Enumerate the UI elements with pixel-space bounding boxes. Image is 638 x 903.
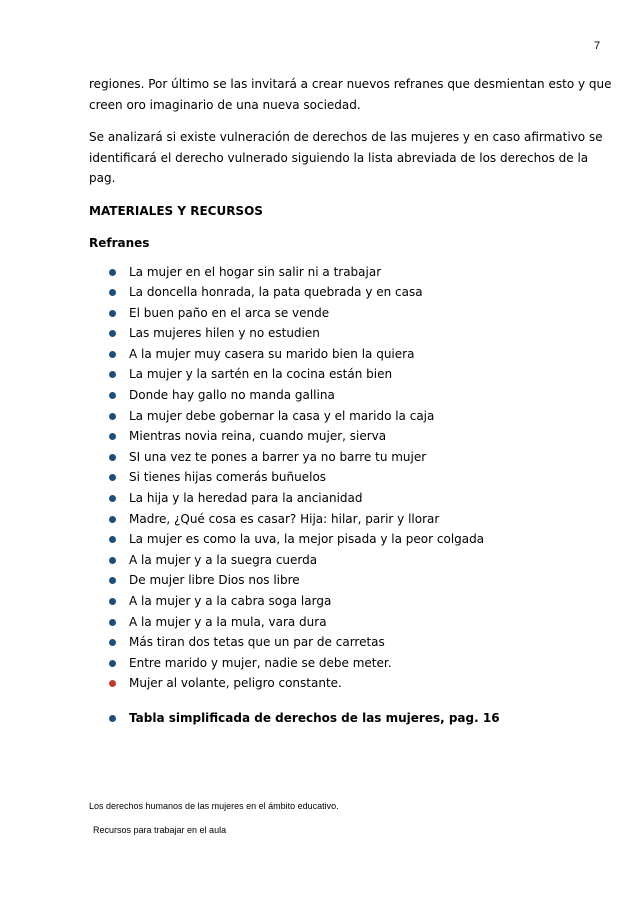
bullet-icon (109, 660, 116, 667)
list-item (109, 426, 614, 447)
bullet-icon (109, 330, 116, 337)
list-item (109, 570, 614, 591)
refran-text: De mujer libre Dios nos libre (129, 573, 300, 588)
document-body (89, 74, 614, 728)
bullet-icon (109, 536, 116, 543)
footer-line-1: Los derechos humanos de las mujeres en el ámbito educativo. (89, 801, 339, 811)
list-item (109, 467, 614, 488)
bullet-icon (109, 577, 116, 584)
bullet-icon (109, 392, 116, 399)
bullet-icon (109, 639, 116, 646)
bullet-icon (109, 557, 116, 564)
list-item (109, 509, 614, 530)
list-item (109, 550, 614, 571)
refran-text: Madre, ¿Qué cosa es casar? Hija: hilar, parir y llorar (129, 511, 440, 526)
refran-text: Más tiran dos tetas que un par de carretas (129, 635, 385, 650)
bullet-icon (109, 516, 116, 523)
refran-text: La mujer debe gobernar la casa y el marido la caja (129, 408, 435, 423)
bullet-icon (109, 433, 116, 440)
list-item (109, 612, 614, 633)
refranes-list (89, 262, 614, 694)
bullet-icon (109, 454, 116, 461)
refran-text: La mujer en el hogar sin salir ni a trabajar (129, 264, 382, 279)
list-item (109, 529, 614, 550)
bullet-icon (109, 495, 116, 502)
refran-text: Mujer al volante, peligro constante. (129, 676, 342, 691)
refran-text: La doncella honrada, la pata quebrada y en casa (129, 285, 423, 300)
footer-line-2: Recursos para trabajar en el aula (93, 825, 227, 835)
list-item (109, 653, 614, 674)
refran-text: Las mujeres hilen y no estudien (129, 326, 320, 341)
refran-text: La mujer y la sartén en la cocina están bien (129, 367, 393, 382)
table-reference-text: Tabla simplificada de derechos de las mujeres, pag. 16 (129, 710, 500, 725)
bullet-icon (109, 310, 116, 317)
paragraph-intro: regiones. Por último se las invitará a crear nuevos refranes que desmientan esto y que creen oro imaginario de una nueva sociedad. (89, 77, 612, 112)
list-item (109, 385, 614, 406)
table-reference-item (109, 708, 614, 729)
list-item (109, 447, 614, 468)
refran-text: A la mujer y a la cabra soga larga (129, 594, 332, 608)
list-item (109, 282, 614, 303)
bullet-icon (109, 474, 116, 481)
bullet-icon (109, 351, 116, 358)
refran-text: SI una vez te pones a barrer ya no barre tu mujer (129, 449, 427, 464)
refran-text: El buen paño en el arca se vende (129, 305, 330, 320)
refran-text: Mientras novia reina, cuando mujer, sierva (129, 429, 387, 444)
list-item (109, 262, 614, 283)
refran-text: A la mujer muy casera su marido bien la quiera (129, 346, 415, 361)
list-item (109, 303, 614, 324)
bullet-icon (109, 715, 116, 722)
bullet-icon (109, 598, 116, 605)
list-item (109, 591, 614, 612)
refranes-title: Refranes (89, 236, 150, 250)
page-number: 7 (594, 40, 601, 52)
refran-text: Donde hay gallo no manda gallina (129, 388, 335, 403)
list-item (109, 673, 614, 694)
bullet-icon (109, 289, 116, 296)
refran-text: Si tienes hijas comerás buñuelos (129, 470, 327, 485)
refran-text: La hija y la heredad para la ancianidad (129, 491, 363, 506)
list-item (109, 488, 614, 509)
list-item (109, 323, 614, 344)
list-item (109, 406, 614, 427)
bullet-icon (109, 269, 116, 276)
list-item (109, 632, 614, 653)
list-item (109, 344, 614, 365)
refran-text: A la mujer y a la mula, vara dura (129, 614, 327, 629)
refran-text: Entre marido y mujer, nadie se debe meter. (129, 655, 392, 670)
bullet-icon (109, 413, 116, 420)
section-heading: MATERIALES Y RECURSOS (89, 203, 263, 218)
list-item (109, 364, 614, 385)
bullet-icon (109, 680, 116, 687)
bullet-icon (109, 619, 116, 626)
refran-text: La mujer es como la uva, la mejor pisada y la peor colgada (129, 532, 485, 547)
refran-text: A la mujer y a la suegra cuerda (129, 552, 318, 567)
bullet-icon (109, 371, 116, 378)
paragraph-analysis: Se analizará si existe vulneración de derechos de las mujeres y en caso afirmativo se identificará el derecho vulnerado siguiendo la lista abreviada de los derechos de la pag. (89, 130, 603, 185)
